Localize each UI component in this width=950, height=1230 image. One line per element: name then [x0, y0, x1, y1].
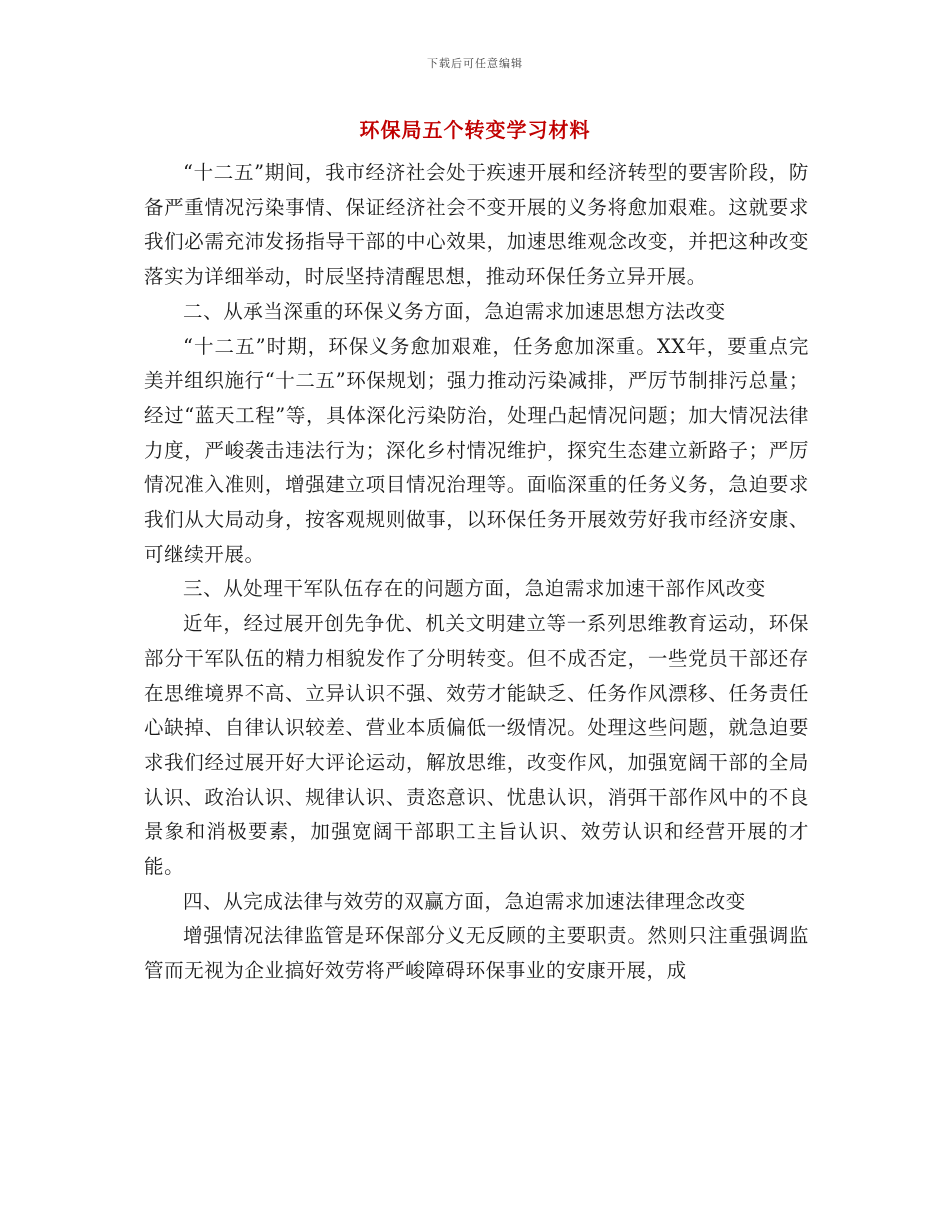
paragraph-section-3: 近年，经过展开创先争优、机关文明建立等一系列思维教育运动，环保部分干军队伍的精力相貌发作了分明转变。但不成否定，一些党员干部还存在思维境界不高、立异认识不强、效劳才能缺乏、任务作风漂移、任务责任心缺掉、自律认识较差、营业本质偏低一级情况。处理这些问题，就急迫要求我们经过展开好大评论运动，解放思维，改变作风，加强宽阔干部的全局认识、政治认识、规律认识、责恣意识、忧患认识，消弭干部作风中的不良景象和消极要素，加强宽阔干部职工主旨认识、效劳认识和经营开展的才能。 [144, 612, 809, 879]
paragraph-intro: “十二五”期间，我市经济社会处于疾速开展和经济转型的要害阶段，防备严重情况污染事情、保证经济社会不变开展的义务将愈加艰难。这就要求我们必需充沛发扬指导干部的中心效果，加速思维观念改变，并把这种改变落实为详细举动，时辰坚持清醒思想，推动环保任务立异开展。 [144, 161, 809, 289]
section-heading-4: 四、从完成法律与效劳的双赢方面，急迫需求加速法律理念改变 [183, 889, 746, 913]
header-note: 下载后可任意编辑 [427, 57, 523, 70]
section-heading-2: 二、从承当深重的环保义务方面，急迫需求加速思想方法改变 [183, 299, 726, 323]
paragraph-section-4: 增强情况法律监管是环保部分义无反顾的主要职责。然则只注重强调监管而无视为企业搞好效劳将严峻障碍环保事业的安康开展，成 [144, 924, 809, 983]
document-body [144, 156, 809, 989]
section-heading-3: 三、从处理干军队伍存在的问题方面，急迫需求加速干部作风改变 [183, 577, 766, 601]
paragraph-section-2: “十二五”时期，环保义务愈加艰难，任务愈加深重。XX年，要重点完美并组织施行“十二五”环保规划；强力推动污染减排，严厉节制排污总量；经过“蓝天工程”等，具体深化污染防治，处理凸起情况问题；加大情况法律力度，严峻袭击违法行为；深化乡村情况维护，探究生态建立新路子；严厉情况准入准则，增强建立项目情况治理等。面临深重的任务义务，急迫要求我们从大局动身，按客观规则做事，以环保任务开展效劳好我市经济安康、可继续开展。 [144, 334, 809, 566]
document-title: 环保局五个转变学习材料 [359, 118, 591, 142]
